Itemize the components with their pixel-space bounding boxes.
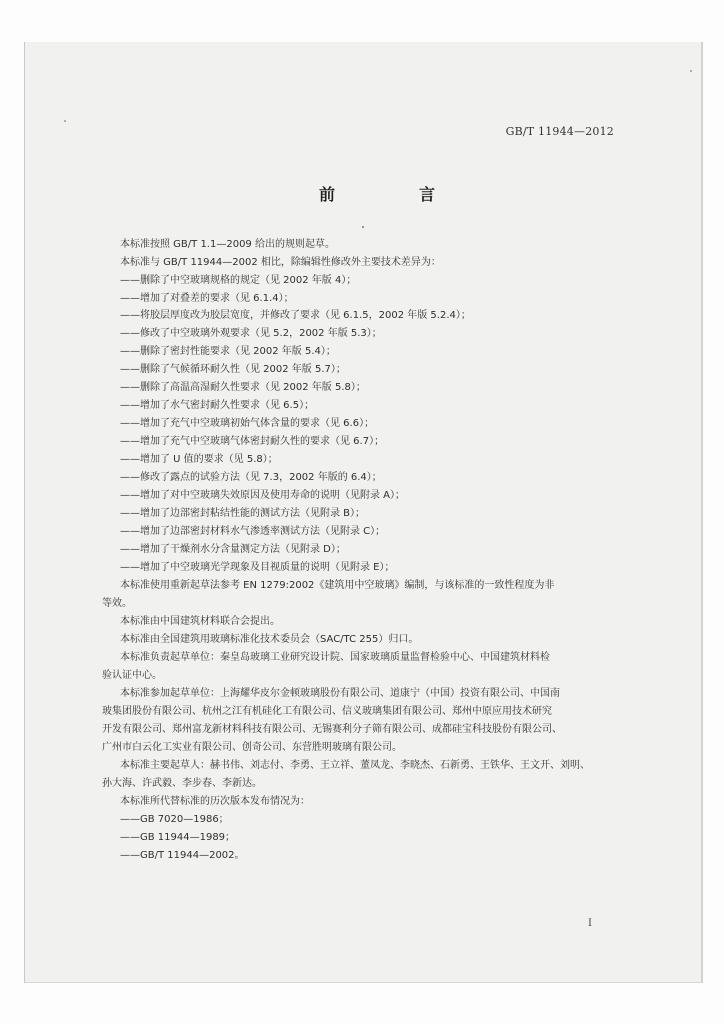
scan-speck [690, 70, 692, 72]
list-item: ——删除了气候循环耐久性（见 2002 年版 5.7）； [120, 364, 346, 375]
body-line: 本标准与 GB/T 11944—2002 相比，除编辑性修改外主要技术差异为： [120, 257, 441, 268]
list-item: ——增加了充气中空玻璃初始气体含量的要求（见 6.6）； [120, 418, 375, 429]
list-item: ——增加了 U 值的要求（见 5.8）； [120, 454, 278, 465]
body-line: 孙大海、许武毅、李步春、李新达。 [102, 778, 262, 789]
list-item: ——增加了对叠差的要求（见 6.1.4）； [120, 293, 294, 304]
page-title: 前 言 [318, 185, 469, 204]
list-item: ——GB 11944—1989； [120, 832, 236, 843]
body-line: 等效。 [102, 598, 132, 609]
body-line: 本标准负责起草单位：秦皇岛玻璃工业研究设计院、国家玻璃质量监督检验中心、中国建筑材料检 [120, 652, 550, 663]
page-number: I [588, 918, 592, 929]
list-item: ——增加了水气密封耐久性要求（见 6.5）； [120, 400, 315, 411]
list-item: ——增加了边部密封材料水气渗透率测试方法（见附录 C）； [120, 526, 386, 537]
body-line: 开发有限公司、郑州富龙新材料科技有限公司、无锡赛利分子筛有限公司、成都硅宝科技股份有限公司、 [102, 724, 562, 735]
list-item: ——GB/T 11944—2002。 [120, 850, 245, 861]
body-line: 本标准使用重新起草法参考 EN 1279:2002《建筑用中空玻璃》编制，与该标准的一致性程度为非 [120, 580, 555, 591]
body-line: 本标准参加起草单位：上海耀华皮尔金顿玻璃股份有限公司、道康宁（中国）投资有限公司、中国南 [120, 688, 560, 699]
list-item: ——修改了露点的试验方法（见 7.3，2002 年版的 6.4）； [120, 472, 382, 483]
list-item: ——增加了对中空玻璃失效原因及使用寿命的说明（见附录 A）； [120, 490, 406, 501]
list-item: ——删除了高温高湿耐久性要求（见 2002 年版 5.8）； [120, 382, 366, 393]
body-line: 玻集团股份有限公司、杭州之江有机硅化工有限公司、信义玻璃集团有限公司、郑州中原应用技术研究 [102, 706, 552, 717]
body-line: 本标准由中国建筑材料联合会提出。 [120, 616, 280, 627]
list-item: ——删除了中空玻璃规格的规定（见 2002 年版 4）； [120, 275, 357, 286]
list-item: ——增加了充气中空玻璃气体密封耐久性的要求（见 6.7）； [120, 436, 385, 447]
body-line: 本标准主要起草人：赫书伟、刘志付、李勇、王立祥、董凤龙、李晓杰、石新勇、王铁华、王文开、刘明、 [120, 760, 590, 771]
body-line: 本标准由全国建筑用玻璃标准化技术委员会（SAC/TC 255）归口。 [120, 634, 419, 645]
list-item: ——删除了密封性能要求（见 2002 年版 5.4）； [120, 346, 336, 357]
list-item: ——将胶层厚度改为胶层宽度，并修改了要求（见 6.1.5，2002 年版 5.2.4）； [120, 310, 471, 321]
body-line: 广州市白云化工实业有限公司、创奇公司、东营胜明玻璃有限公司。 [102, 742, 402, 753]
list-item: ——GB 7020—1986； [120, 814, 229, 825]
body-line: 本标准所代替标准的历次版本发布情况为： [120, 796, 310, 807]
list-item: ——增加了边部密封粘结性能的测试方法（见附录 B）； [120, 508, 366, 519]
body-line: 本标准按照 GB/T 1.1—2009 给出的规则起草。 [120, 239, 335, 250]
standard-code: GB/T 11944—2012 [505, 125, 614, 138]
list-item: ——修改了中空玻璃外观要求（见 5.2，2002 年版 5.3）； [120, 328, 382, 339]
scan-speck [64, 120, 66, 122]
list-item: ——增加了中空玻璃光学现象及目视质量的说明（见附录 E）； [120, 562, 395, 573]
body-line: 验认证中心。 [102, 670, 162, 681]
list-item: ——增加了干燥剂水分含量测定方法（见附录 D）； [120, 544, 346, 555]
